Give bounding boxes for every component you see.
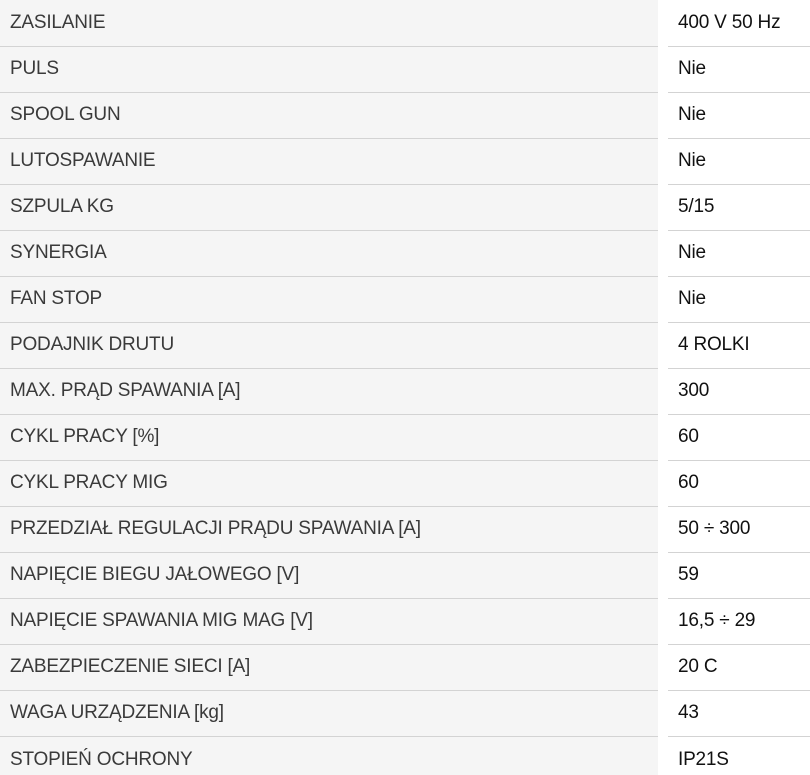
spec-row-fan-stop [0, 276, 810, 322]
spec-row-max-prad [0, 368, 810, 414]
spec-row-zasilanie [0, 0, 810, 46]
spec-label: PRZEDZIAŁ REGULACJI PRĄDU SPAWANIA [A] [0, 506, 663, 552]
spec-row-cykl-pracy-mig [0, 460, 810, 506]
spec-row-napiecie-spawania [0, 598, 810, 644]
spec-value: IP21S [663, 736, 810, 775]
spec-label: NAPIĘCIE SPAWANIA MIG MAG [V] [0, 598, 663, 644]
spec-label: ZASILANIE [0, 0, 663, 46]
spec-value: Nie [663, 92, 810, 138]
spec-label: LUTOSPAWANIE [0, 138, 663, 184]
spec-value: 20 C [663, 644, 810, 690]
spec-row-puls [0, 46, 810, 92]
spec-row-spool-gun [0, 92, 810, 138]
spec-row-waga [0, 690, 810, 736]
spec-row-zabezpieczenie-sieci [0, 644, 810, 690]
spec-value: 59 [663, 552, 810, 598]
spec-label: FAN STOP [0, 276, 663, 322]
spec-label: CYKL PRACY MIG [0, 460, 663, 506]
spec-value: 43 [663, 690, 810, 736]
spec-row-napiecie-biegu-jalowego [0, 552, 810, 598]
spec-value: 400 V 50 Hz [663, 0, 810, 46]
spec-label: NAPIĘCIE BIEGU JAŁOWEGO [V] [0, 552, 663, 598]
spec-label: STOPIEŃ OCHRONY [0, 736, 663, 775]
spec-label: ZABEZPIECZENIE SIECI [A] [0, 644, 663, 690]
spec-row-stopien-ochrony [0, 736, 810, 775]
spec-value: 4 ROLKI [663, 322, 810, 368]
spec-row-cykl-pracy [0, 414, 810, 460]
spec-label: SYNERGIA [0, 230, 663, 276]
spec-value: Nie [663, 276, 810, 322]
spec-row-lutospawanie [0, 138, 810, 184]
spec-value: 5/15 [663, 184, 810, 230]
spec-value: 60 [663, 414, 810, 460]
spec-value: 300 [663, 368, 810, 414]
spec-row-podajnik-drutu [0, 322, 810, 368]
spec-value: 60 [663, 460, 810, 506]
spec-label: MAX. PRĄD SPAWANIA [A] [0, 368, 663, 414]
spec-value: 16,5 ÷ 29 [663, 598, 810, 644]
spec-label: PODAJNIK DRUTU [0, 322, 663, 368]
spec-value: Nie [663, 46, 810, 92]
spec-label: WAGA URZĄDZENIA [kg] [0, 690, 663, 736]
spec-row-przedzial-regulacji [0, 506, 810, 552]
spec-row-szpula-kg [0, 184, 810, 230]
spec-value: Nie [663, 138, 810, 184]
spec-value: Nie [663, 230, 810, 276]
spec-label: SZPULA KG [0, 184, 663, 230]
spec-label: CYKL PRACY [%] [0, 414, 663, 460]
spec-label: PULS [0, 46, 663, 92]
spec-value: 50 ÷ 300 [663, 506, 810, 552]
spec-label: SPOOL GUN [0, 92, 663, 138]
spec-row-synergia [0, 230, 810, 276]
